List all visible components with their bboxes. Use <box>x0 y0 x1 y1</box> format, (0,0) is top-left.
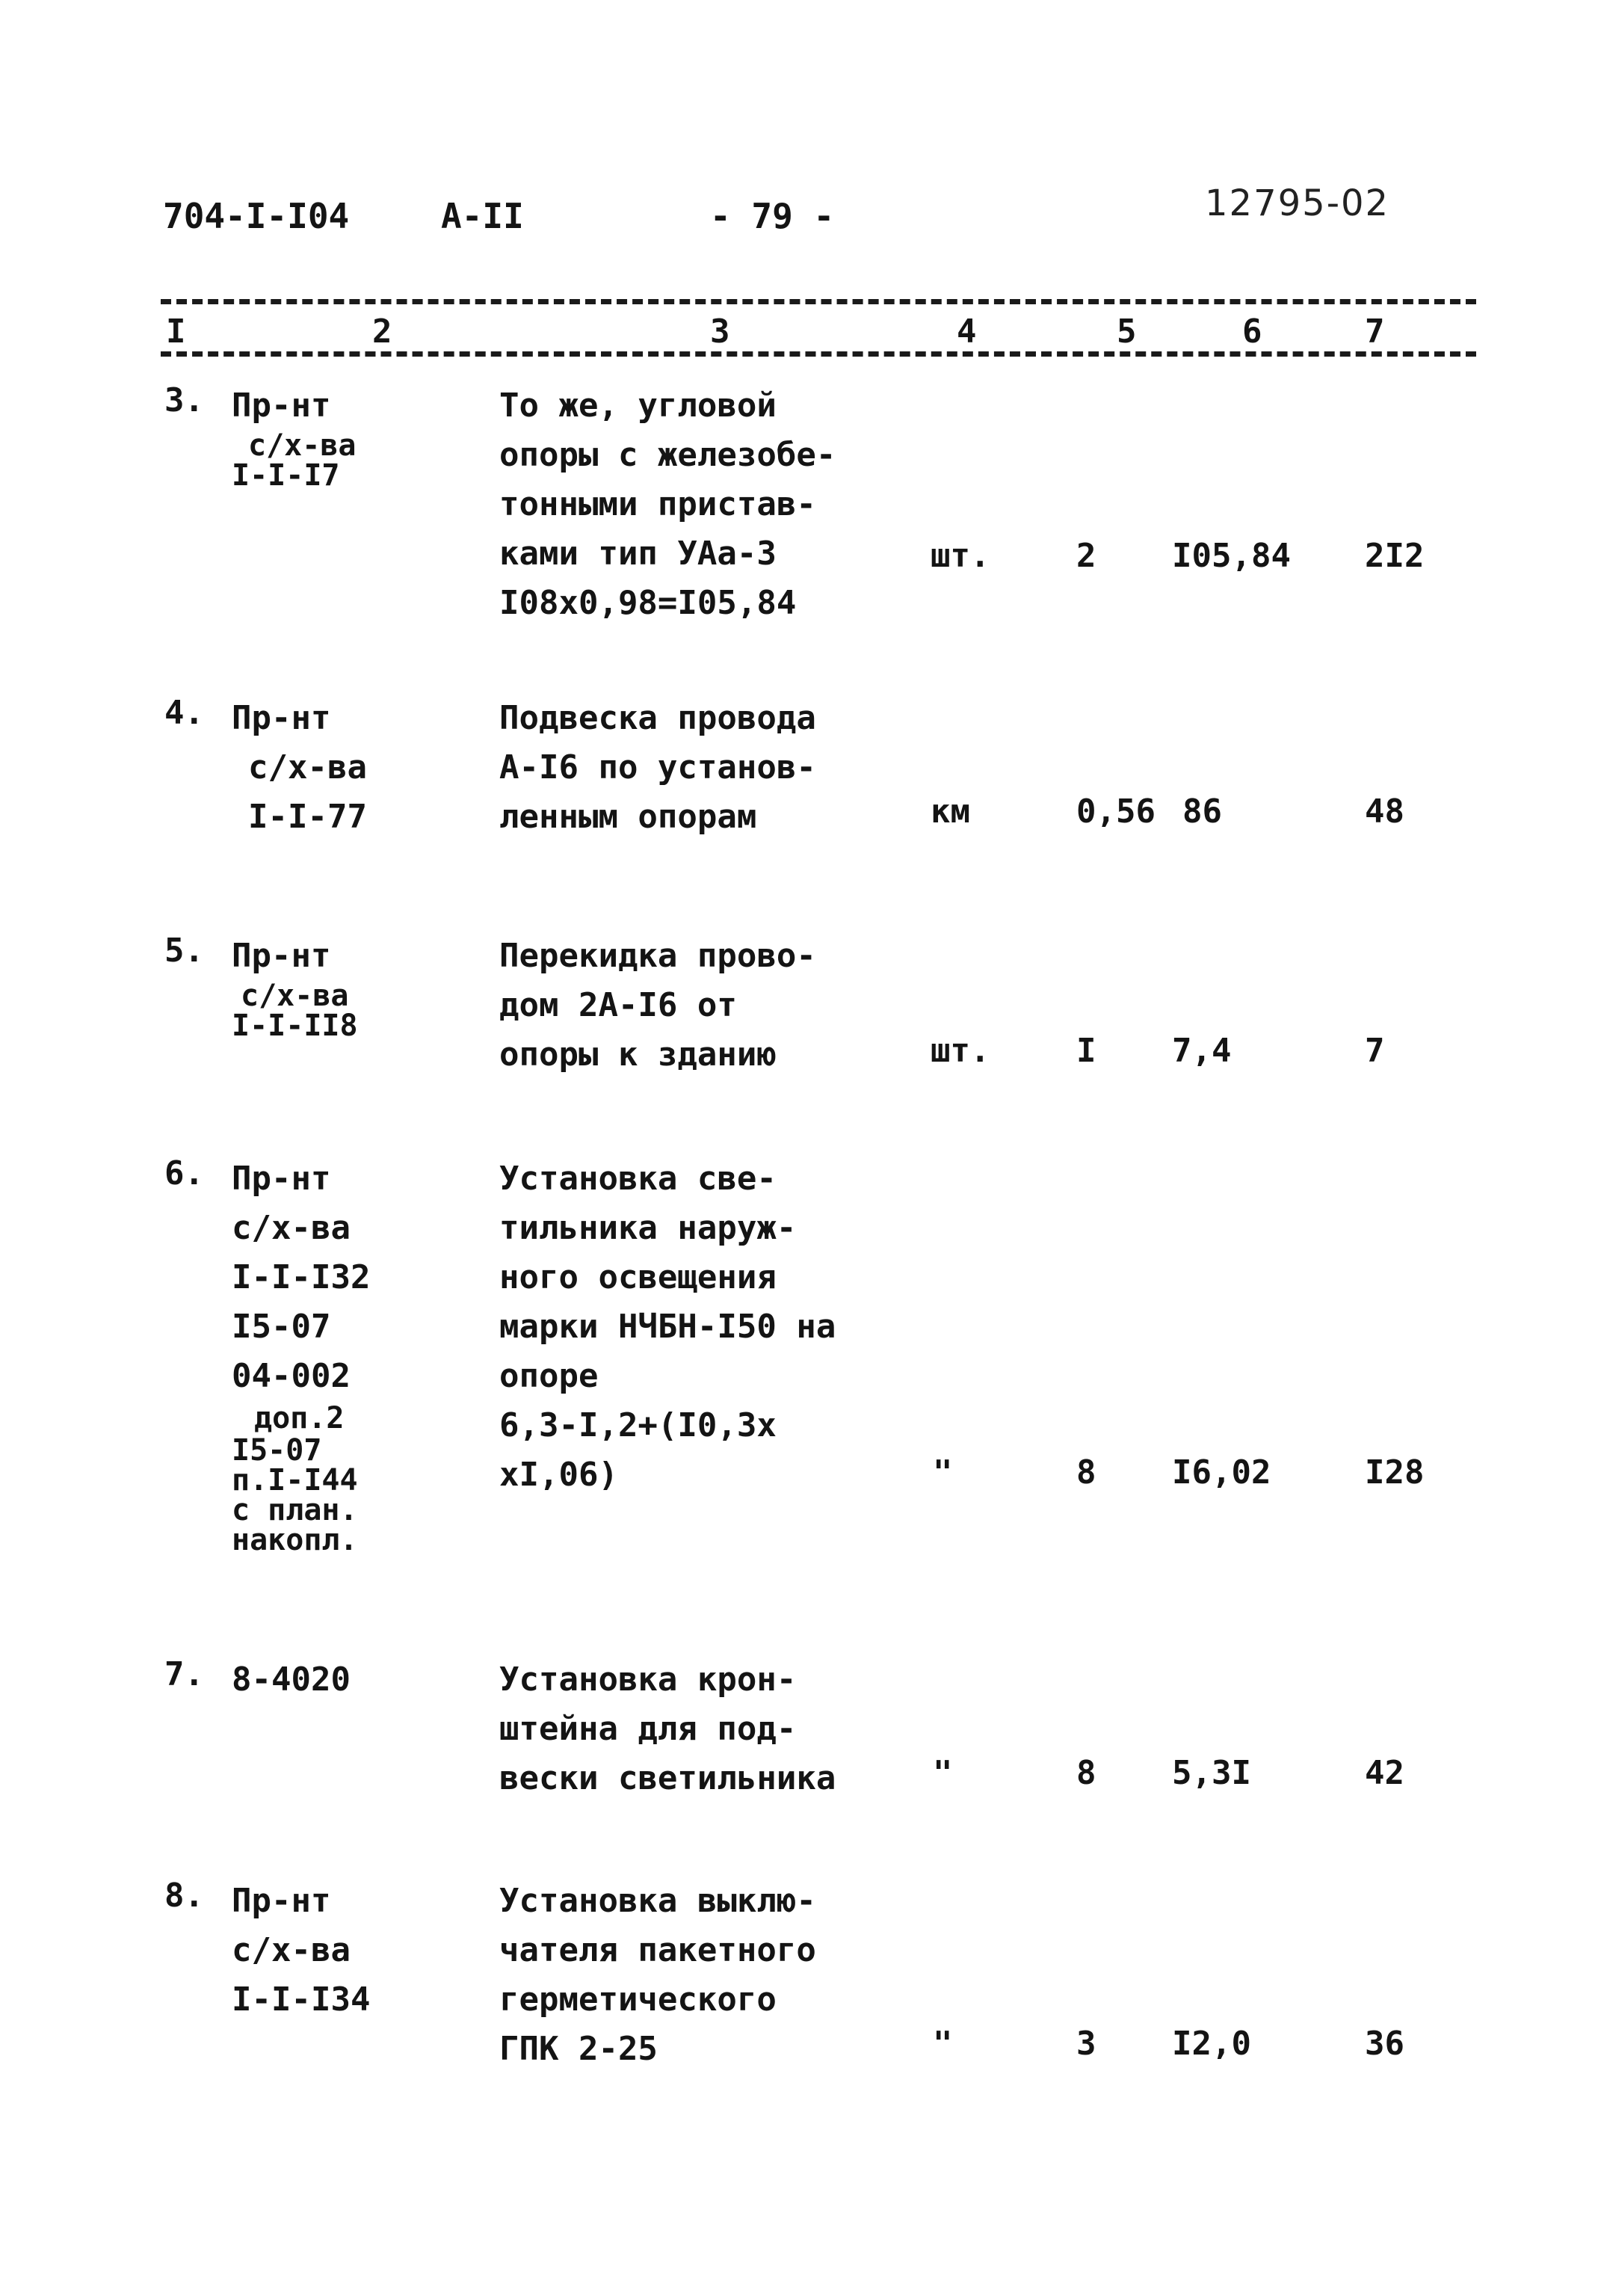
total: 7 <box>1365 1032 1385 1070</box>
column-number-2: 2 <box>372 313 392 351</box>
album-label: А-II <box>441 196 524 236</box>
quantity: 8 <box>1076 1453 1096 1492</box>
row-number: 3. <box>164 381 204 419</box>
row-number: 6. <box>164 1154 204 1192</box>
work-description: Перекидка прово- дом 2А-I6 от опоры к зданию <box>499 937 816 1074</box>
page-number: - 79 - <box>710 196 835 236</box>
norm-code: Пр-нт с/х-ва I-I-I32 I5-07 04-002 доп.2 I5-07 п.I-I44 с план. накопл. <box>232 1160 371 1557</box>
quantity: 0,56 <box>1076 792 1156 831</box>
norm-code: 8-4020 <box>232 1661 351 1699</box>
work-description: Установка све- тильника наруж- ного освещения марки НЧБН-I50 на опоре 6,3-I,2+(I0,3х хI,06) <box>499 1160 836 1494</box>
total: I28 <box>1365 1453 1425 1492</box>
unit-price: I6,02 <box>1172 1453 1271 1492</box>
norm-code: Пр-нт с/х-ва I-I-I34 <box>232 1882 371 2019</box>
work-description: Установка крон- штейна для под- вески светильника <box>499 1661 836 1797</box>
unit-price: I2,0 <box>1172 2025 1251 2063</box>
total: 36 <box>1365 2025 1404 2063</box>
row-number: 4. <box>164 694 204 732</box>
column-number-7: 7 <box>1365 313 1385 351</box>
unit: шт. <box>931 1032 990 1070</box>
row-number: 7. <box>164 1655 204 1693</box>
column-number-6: 6 <box>1242 313 1262 351</box>
column-number-5: 5 <box>1117 313 1137 351</box>
work-description: Подвеска провода А-I6 по установ- ленным опорам <box>499 699 816 836</box>
unit-price: 5,3I <box>1172 1754 1251 1792</box>
unit-price: 86 <box>1182 792 1222 831</box>
column-number-1: I <box>166 313 186 351</box>
norm-code: Пр-нт с/х-ва I-I-II8 <box>232 937 358 1043</box>
work-description: Установка выклю- чателя пакетного герметического ГПК 2-25 <box>499 1882 816 2068</box>
total: 42 <box>1365 1754 1404 1792</box>
column-number-3: 3 <box>710 313 730 351</box>
norm-code: Пр-нт с/х-ва I-I-I7 <box>232 387 357 493</box>
document-code: 704-I-I04 <box>163 196 350 236</box>
work-description: То же, угловой опоры с железобе- тонными пристав- ками тип УАа-3 I08х0,98=I05,84 <box>499 387 836 622</box>
total: 48 <box>1365 792 1404 831</box>
unit: " <box>933 2025 953 2063</box>
header-rule-top <box>161 299 1476 304</box>
total: 2I2 <box>1365 537 1425 575</box>
column-number-4: 4 <box>957 313 977 351</box>
header-rule-bottom <box>161 351 1476 357</box>
unit: шт. <box>931 537 990 575</box>
quantity: 3 <box>1076 2025 1096 2063</box>
unit: " <box>933 1754 953 1792</box>
norm-code: Пр-нт с/х-ва I-I-77 <box>232 699 367 836</box>
unit: км <box>931 792 970 831</box>
quantity: I <box>1076 1032 1096 1070</box>
quantity: 8 <box>1076 1754 1096 1792</box>
unit: " <box>933 1453 953 1492</box>
quantity: 2 <box>1076 537 1096 575</box>
row-number: 5. <box>164 932 204 970</box>
inventory-number: 12795-02 <box>1205 182 1390 224</box>
row-number: 8. <box>164 1877 204 1915</box>
unit-price: I05,84 <box>1172 537 1291 575</box>
unit-price: 7,4 <box>1172 1032 1232 1070</box>
